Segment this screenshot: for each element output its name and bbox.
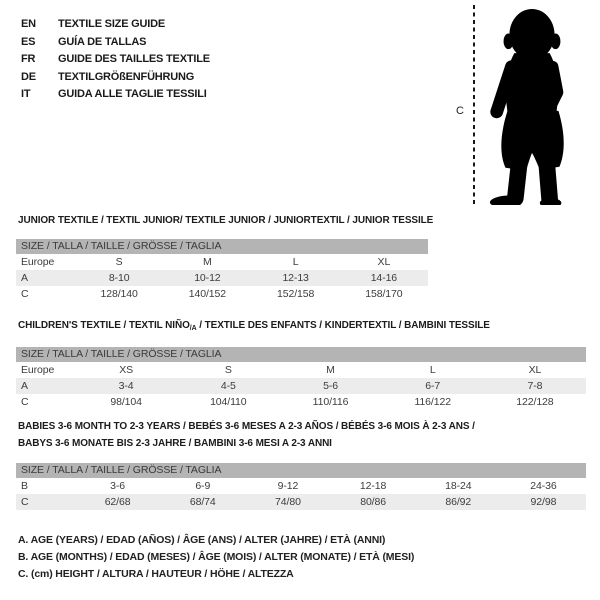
height-measure-dashed-line — [473, 5, 475, 207]
table-row — [16, 378, 586, 394]
size-cell: 122/128 — [516, 396, 554, 408]
size-cell: 10-12 — [194, 272, 221, 284]
junior-size-header-bar: SIZE / TALLA / TAILLE / GRÖSSE / TAGLIA — [16, 239, 428, 254]
size-cell: 4-5 — [220, 380, 236, 392]
lang-row-it — [21, 86, 210, 104]
language-header — [21, 16, 210, 104]
size-cell: S — [224, 364, 232, 376]
junior-table-title: JUNIOR TEXTILE / TEXTIL JUNIOR/ TEXTILE JUNIOR / JUNIORTEXTIL / JUNIOR TESSILE — [18, 215, 434, 226]
size-cell: XS — [119, 364, 133, 376]
size-cell: 104/110 — [210, 396, 247, 408]
table-row — [16, 362, 586, 378]
children-title-post: / TEXTILE DES ENFANTS / KINDERTEXTIL / BAMBINI TESSILE — [196, 320, 490, 331]
size-cell: 158/170 — [365, 288, 403, 300]
row-label: C — [21, 496, 29, 508]
lang-row-fr — [21, 51, 210, 69]
legend-note-c: C. (cm) HEIGHT / ALTURA / HAUTEUR / HÖHE / ALTEZZA — [18, 568, 294, 581]
size-cell: 14-16 — [370, 272, 398, 284]
size-cell: 7-8 — [527, 380, 543, 392]
size-cell: 6-7 — [425, 380, 441, 392]
size-cell: 24-36 — [530, 480, 557, 492]
size-cell: 116/122 — [414, 396, 451, 408]
children-table-rows — [16, 362, 586, 410]
size-cell: 12-18 — [359, 480, 387, 492]
size-cell: 3-4 — [118, 380, 134, 392]
row-label: Europe — [21, 364, 55, 376]
size-cell: S — [115, 256, 123, 268]
children-table-title — [18, 320, 586, 335]
table-row — [16, 394, 586, 410]
table-row — [16, 478, 586, 494]
lang-code-de: DE — [21, 70, 36, 83]
lang-title-fr: GUIDE DES TAILLES TEXTILE — [58, 53, 210, 66]
size-cell: 18-24 — [445, 480, 472, 492]
children-title-sub: /A — [189, 325, 197, 332]
size-cell: 92/98 — [530, 496, 557, 508]
babies-table-title-line2: BABYS 3-6 MONATE BIS 2-3 JAHRE / BAMBINI 3-6 MESI A 2-3 ANNI — [18, 438, 332, 449]
children-title-pre: CHILDREN'S TEXTILE / TEXTIL NIÑO — [18, 320, 190, 331]
lang-code-it: IT — [21, 88, 31, 101]
size-cell: 12-13 — [282, 272, 309, 284]
baby-silhouette-icon — [482, 7, 580, 205]
size-cell: XL — [528, 364, 542, 376]
table-row — [16, 270, 428, 286]
size-cell: L — [429, 364, 436, 376]
lang-row-en — [21, 16, 210, 34]
size-cell: 140/152 — [188, 288, 226, 300]
children-size-table — [16, 320, 586, 410]
size-cell: 98/104 — [110, 396, 142, 408]
size-cell: M — [326, 364, 335, 376]
row-label: C — [21, 396, 29, 408]
table-row — [16, 254, 428, 270]
size-cell: 3-6 — [110, 480, 126, 492]
junior-table-rows — [16, 254, 428, 302]
lang-code-en: EN — [21, 18, 36, 30]
babies-size-header-bar: SIZE / TALLA / TAILLE / GRÖSSE / TAGLIA — [16, 463, 586, 478]
size-cell: 5-6 — [323, 380, 338, 392]
babies-table-title-line1: BABIES 3-6 MONTH TO 2-3 YEARS / BEBÉS 3-6 MESES A 2-3 AÑOS / BÉBÉS 3-6 MOIS À 2-3 ANS / — [18, 421, 475, 432]
size-cell: 110/116 — [312, 396, 349, 408]
lang-title-es: GUÍA DE TALLAS — [58, 35, 147, 48]
row-label: C — [21, 288, 29, 300]
row-label: A — [21, 380, 28, 392]
size-cell: 68/74 — [189, 496, 216, 508]
size-cell: 62/68 — [104, 496, 131, 508]
size-cell: 6-9 — [195, 480, 211, 492]
legend-notes — [18, 532, 414, 584]
row-label: Europe — [21, 256, 55, 268]
lang-code-fr: FR — [21, 53, 36, 66]
size-cell: M — [203, 256, 212, 268]
size-cell: 9-12 — [277, 480, 299, 492]
lang-title-en: TEXTILE SIZE GUIDE — [58, 18, 166, 30]
lang-title-de: TEXTILGRÖßENFÜHRUNG — [58, 70, 195, 83]
size-cell: 8-10 — [108, 272, 130, 284]
size-cell: XL — [377, 256, 391, 268]
lang-title-it: GUIDA ALLE TAGLIE TESSILI — [58, 88, 207, 101]
row-label: B — [21, 480, 28, 492]
size-cell: 74/80 — [275, 496, 301, 508]
junior-size-table — [16, 215, 434, 302]
lang-row-de — [21, 69, 210, 87]
size-cell: 86/92 — [445, 496, 472, 508]
size-cell: 80/86 — [360, 496, 386, 508]
legend-note-a: A. AGE (YEARS) / EDAD (AÑOS) / ÂGE (ANS) / ALTER (JAHRE) / ETÀ (ANNI) — [18, 534, 386, 546]
size-cell: 152/158 — [276, 288, 315, 300]
children-size-header-bar: SIZE / TALLA / TAILLE / GRÖSSE / TAGLIA — [16, 347, 586, 362]
babies-size-table — [16, 421, 586, 510]
legend-note-b: B. AGE (MONTHS) / EDAD (MESES) / ÂGE (MOIS) / ALTER (MONATE) / ETÀ (MESI) — [18, 551, 415, 564]
lang-row-es — [21, 34, 210, 52]
table-row — [16, 286, 428, 302]
lang-code-es: ES — [21, 35, 36, 48]
table-row — [16, 494, 586, 510]
height-measure-label: C — [456, 105, 464, 117]
babies-table-rows — [16, 478, 586, 510]
size-cell: L — [292, 256, 299, 268]
row-label: A — [21, 272, 28, 284]
size-cell: 128/140 — [100, 288, 138, 300]
